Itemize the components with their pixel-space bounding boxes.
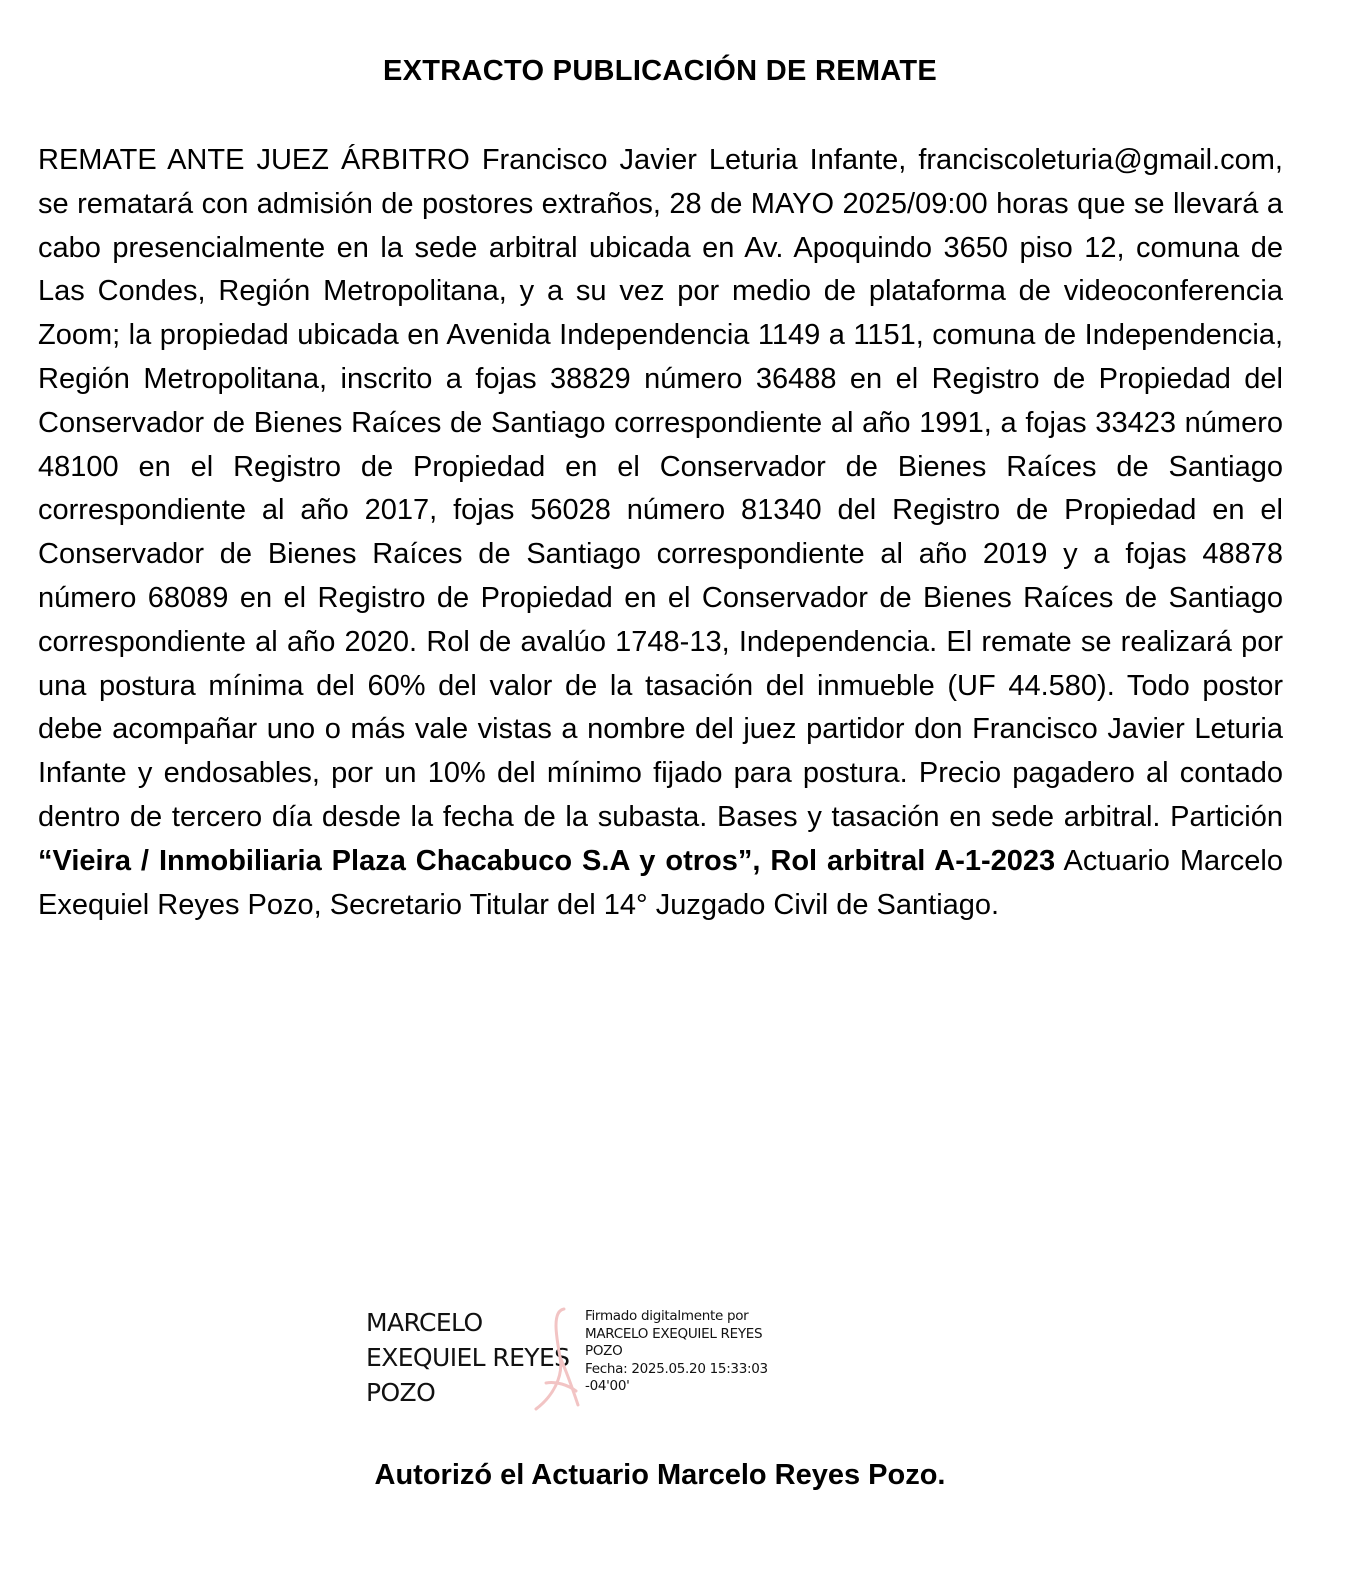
signature-detail-line5: -04'00' xyxy=(585,1378,630,1394)
body-text-part2: Actuario Marcelo Exequiel Reyes Pozo, Secretario Titular del 14° Juzgado Civil de Santiago. xyxy=(38,844,1284,921)
signature-detail-line2: MARCELO EXEQUIEL REYES xyxy=(585,1325,763,1342)
signature-detail-line3: POZO xyxy=(585,1343,623,1359)
document-title: EXTRACTO PUBLICACIÓN DE REMATE xyxy=(382,55,938,87)
body-text-part1: REMATE ANTE JUEZ ÁRBITRO Francisco Javier Leturia Infante, franciscoleturia@gmail.com, se rematará con admisión de postores extraños, 28 de MAYO 2025/09:00 horas que se llevará a cabo presencialmente en la sede arbitral ubicada en Av. Apoquindo 3650 piso 12, comuna de Las Condes, Región Metropolitana, y a su vez por medio de plataforma de videoconferencia Zoom; la propiedad ubicada en Avenida Independencia 1149 a 1151, comuna de Independencia, Región Metropolitana, inscrito a fojas 38829 número 36488 en el Registro de Propiedad del Conservador de Bienes Raíces de Santiago correspondiente al año 1991, a fojas 33423 número 48100 en el Registro de Propiedad en el Conservador de Bienes Raíces de Santiago correspondiente al año 2017, fojas 56028 número 81340 del Registro de Propiedad en el Conservador de Bienes Raíces de Santiago correspondiente al año 2019 y a fojas 48878 número 68089 en el Registro de Propiedad en el Conservador de Bienes Raíces de Santiago correspondiente al año 2020. Rol de avalúo 1748-13, Independencia. El remate se realizará por una postura mínima del 60% del valor de la tasación del inmueble (UF 44.580). Todo postor debe acompañar uno o más vale vistas a nombre del juez partidor don Francisco Javier Leturia Infante y endosables, por un 10% del mínimo fijado para postura. Precio pagadero al contado dentro de tercero día desde la fecha de la subasta. Bases y tasación en sede arbitral. Partición xyxy=(38,144,1283,833)
authorization-footer: Autorizó el Actuario Marcelo Reyes Pozo. xyxy=(374,1459,946,1491)
body-text-bold: “Vieira / Inmobiliaria Plaza Chacabuco S.A y otros”, Rol arbitral A-1-2023 xyxy=(38,844,1056,877)
signature-detail-line1: Firmado digitalmente por xyxy=(585,1308,749,1324)
signer-name-line3: POZO xyxy=(366,1378,436,1407)
digital-signature xyxy=(366,1305,796,1415)
signature-details xyxy=(585,1308,800,1396)
signature-watermark-icon xyxy=(522,1305,582,1415)
signer-name-line2: EXEQUIEL REYES xyxy=(366,1343,570,1372)
signer-name-line1: MARCELO xyxy=(366,1308,483,1337)
signature-detail-line4: Fecha: 2025.05.20 15:33:03 xyxy=(585,1360,768,1377)
document-body xyxy=(38,139,1283,927)
